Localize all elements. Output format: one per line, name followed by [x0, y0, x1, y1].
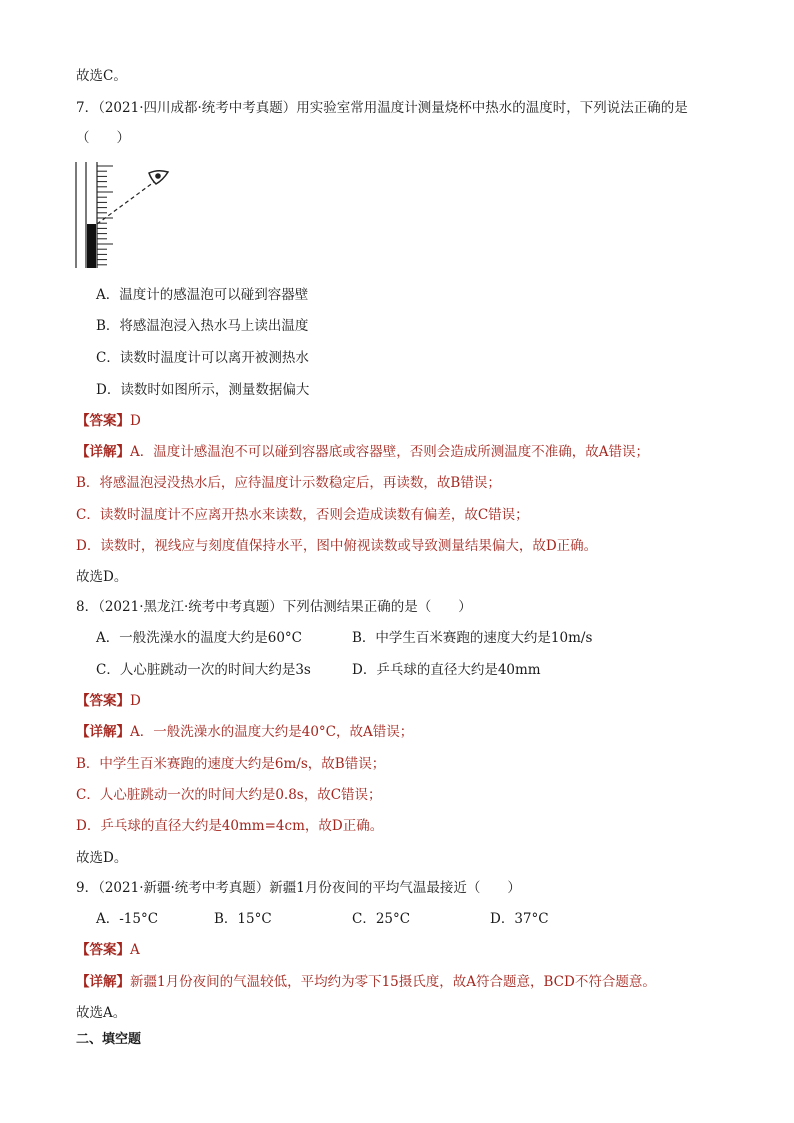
- answer-tag: 【答案】: [76, 942, 130, 958]
- answer-value: A: [130, 942, 140, 958]
- sight-line: [97, 182, 154, 224]
- detail-text: A．一般洗澡水的温度大约是40°C，故A错误；: [130, 724, 414, 740]
- q8-conclusion: 故选D。: [76, 850, 128, 866]
- eye-icon: [149, 171, 168, 184]
- q7-paren: （ ）: [76, 130, 130, 146]
- q9-option-c: C．25°C: [352, 911, 411, 927]
- q7-conclusion: 故选D。: [76, 569, 128, 585]
- q9-stem: 9．（2021·新疆·统考中考真题）新疆1月份夜间的平均气温最接近（ ）: [76, 880, 521, 896]
- q8-option-b: B．中学生百米赛跑的速度大约是10m/s: [352, 630, 593, 646]
- q9-option-b: B．15°C: [214, 911, 272, 927]
- q7-option-c: C．读数时温度计可以离开被测热水: [96, 350, 309, 366]
- q8-answer: [76, 691, 141, 711]
- detail-text: 新疆1月份夜间的气温较低，平均约为零下15摄氏度，故A符合题意，BCD不符合题意。: [130, 974, 656, 990]
- answer-tag: 【答案】: [76, 413, 130, 429]
- detail-tag: 【详解】: [76, 974, 130, 990]
- q9-detail-1: [76, 972, 656, 992]
- answer-tag: 【答案】: [76, 693, 130, 709]
- section-heading: 二、填空题: [76, 1032, 142, 1047]
- q8-detail-4: D．乒乓球的直径大约是40mm=4cm，故D正确。: [76, 818, 384, 834]
- q8-option-c: C．人心脏跳动一次的时间大约是3s: [96, 662, 311, 678]
- answer-value: D: [130, 693, 141, 709]
- q9-option-a: A．-15°C: [96, 911, 159, 927]
- q9-conclusion: 故选A。: [76, 1005, 127, 1021]
- q7-detail-2: B．将感温泡浸没热水后，应待温度计示数稳定后，再读数，故B错误；: [76, 475, 501, 491]
- q9-option-d: D．37°C: [490, 911, 549, 927]
- detail-text: A．温度计感温泡不可以碰到容器底或容器壁，否则会造成所测温度不准确，故A错误；: [130, 444, 649, 460]
- q7-stem: 7．（2021·四川成都·统考中考真题）用实验室常用温度计测量烧杯中热水的温度时，下列说法正确的是: [76, 100, 688, 116]
- thermometer-eye-diagram-icon: [70, 160, 180, 272]
- q6-conclusion: 故选C。: [76, 68, 127, 84]
- q8-detail-1: [76, 722, 413, 742]
- q8-stem: 8．（2021·黑龙江·统考中考真题）下列估测结果正确的是（ ）: [76, 599, 472, 615]
- q9-answer: [76, 940, 140, 960]
- q7-option-b: B．将感温泡浸入热水马上读出温度: [96, 318, 309, 334]
- q7-option-d: D．读数时如图所示，测量数据偏大: [96, 382, 310, 398]
- q7-answer: [76, 411, 141, 431]
- q7-detail-1: [76, 442, 649, 462]
- q8-option-d: D．乒乓球的直径大约是40mm: [352, 662, 541, 678]
- q7-option-a: A．温度计的感温泡可以碰到容器壁: [96, 287, 309, 303]
- q7-detail-4: D．读数时，视线应与刻度值保持水平，图中俯视读数或导致测量结果偏大，故D正确。: [76, 538, 598, 554]
- q8-detail-2: B．中学生百米赛跑的速度大约是6m/s，故B错误；: [76, 756, 386, 772]
- q8-detail-3: C．人心脏跳动一次的时间大约是0.8s，故C错误；: [76, 787, 382, 803]
- mercury-column: [87, 224, 96, 268]
- scale-ticks: [97, 166, 113, 265]
- detail-tag: 【详解】: [76, 444, 130, 460]
- q7-detail-3: C．读数时温度计不应离开热水来读数，否则会造成读数有偏差，故C错误；: [76, 507, 529, 523]
- q8-option-a: A．一般洗澡水的温度大约是60°C: [96, 630, 303, 646]
- detail-tag: 【详解】: [76, 724, 130, 740]
- answer-value: D: [130, 413, 141, 429]
